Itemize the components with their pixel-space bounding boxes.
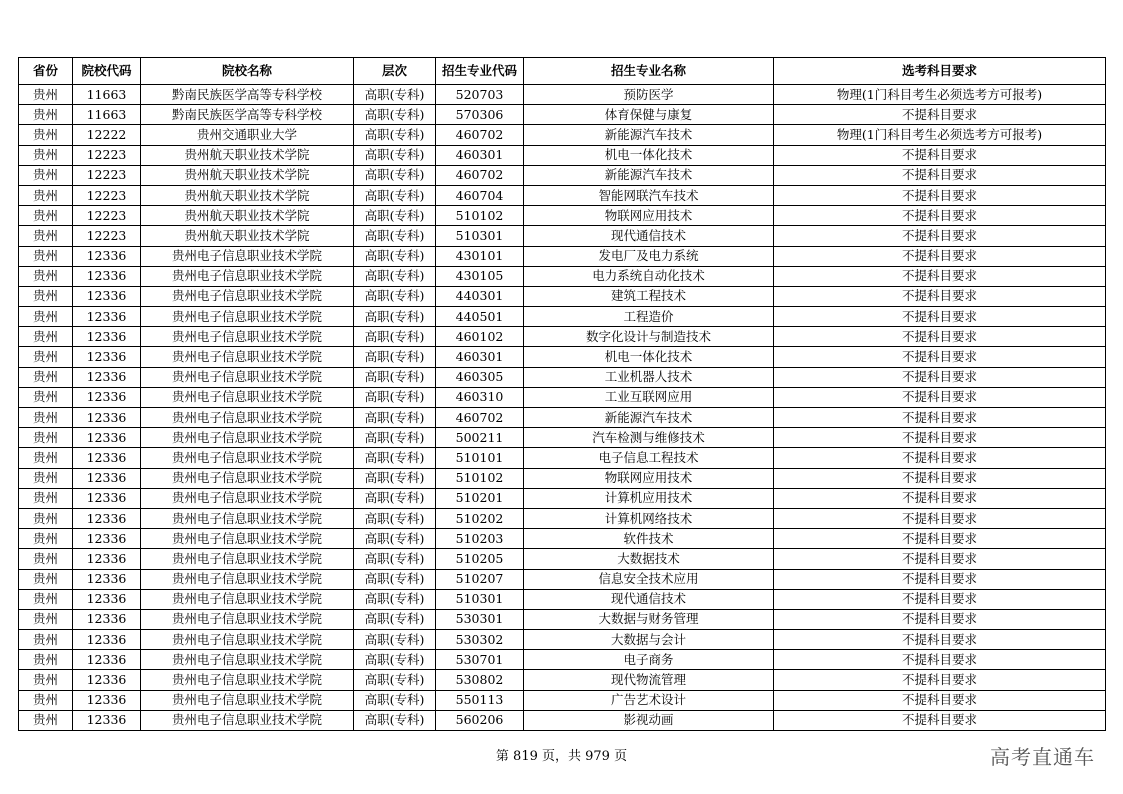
cell-major-name: 信息安全技术应用 — [524, 569, 774, 589]
cell-major-code: 460305 — [436, 367, 524, 387]
cell-subject-requirement: 不提科目要求 — [774, 105, 1106, 125]
table-row — [19, 206, 1106, 226]
cell-level: 高职(专科) — [354, 387, 436, 407]
cell-major-code: 460310 — [436, 387, 524, 407]
cell-school-name: 贵州电子信息职业技术学院 — [141, 327, 354, 347]
cell-school-name: 贵州电子信息职业技术学院 — [141, 609, 354, 629]
cell-school-name: 贵州交通职业大学 — [141, 125, 354, 145]
cell-major-code: 530802 — [436, 670, 524, 690]
cell-school-code: 12223 — [73, 226, 141, 246]
cell-school-code: 12336 — [73, 286, 141, 306]
cell-province: 贵州 — [19, 408, 73, 428]
cell-major-name: 数字化设计与制造技术 — [524, 327, 774, 347]
cell-school-name: 贵州电子信息职业技术学院 — [141, 286, 354, 306]
column-header-school-name: 院校名称 — [141, 58, 354, 85]
cell-major-name: 预防医学 — [524, 85, 774, 105]
cell-level: 高职(专科) — [354, 710, 436, 730]
cell-level: 高职(专科) — [354, 589, 436, 609]
cell-major-name: 电子信息工程技术 — [524, 448, 774, 468]
cell-province: 贵州 — [19, 347, 73, 367]
cell-major-code: 510207 — [436, 569, 524, 589]
cell-province: 贵州 — [19, 185, 73, 205]
cell-level: 高职(专科) — [354, 307, 436, 327]
cell-level: 高职(专科) — [354, 569, 436, 589]
table-row — [19, 630, 1106, 650]
cell-major-code: 460301 — [436, 347, 524, 367]
cell-school-code: 12336 — [73, 448, 141, 468]
cell-subject-requirement: 不提科目要求 — [774, 549, 1106, 569]
cell-level: 高职(专科) — [354, 105, 436, 125]
enrollment-table-container — [18, 57, 1105, 731]
cell-subject-requirement: 不提科目要求 — [774, 185, 1106, 205]
cell-province: 贵州 — [19, 307, 73, 327]
cell-major-name: 汽车检测与维修技术 — [524, 428, 774, 448]
cell-level: 高职(专科) — [354, 367, 436, 387]
table-row — [19, 105, 1106, 125]
cell-province: 贵州 — [19, 650, 73, 670]
cell-major-name: 电子商务 — [524, 650, 774, 670]
cell-subject-requirement: 不提科目要求 — [774, 468, 1106, 488]
cell-school-name: 贵州航天职业技术学院 — [141, 206, 354, 226]
cell-major-name: 计算机应用技术 — [524, 488, 774, 508]
cell-major-code: 570306 — [436, 105, 524, 125]
cell-major-code: 460102 — [436, 327, 524, 347]
cell-level: 高职(专科) — [354, 508, 436, 528]
table-row — [19, 246, 1106, 266]
cell-major-code: 530301 — [436, 609, 524, 629]
cell-school-code: 12336 — [73, 609, 141, 629]
cell-level: 高职(专科) — [354, 266, 436, 286]
table-row — [19, 468, 1106, 488]
cell-school-name: 贵州电子信息职业技术学院 — [141, 630, 354, 650]
cell-subject-requirement: 不提科目要求 — [774, 145, 1106, 165]
cell-school-code: 12336 — [73, 367, 141, 387]
table-row — [19, 125, 1106, 145]
cell-school-code: 12336 — [73, 266, 141, 286]
cell-major-name: 大数据技术 — [524, 549, 774, 569]
cell-major-name: 现代物流管理 — [524, 670, 774, 690]
cell-subject-requirement: 不提科目要求 — [774, 347, 1106, 367]
cell-school-code: 12336 — [73, 549, 141, 569]
cell-school-code: 12223 — [73, 206, 141, 226]
cell-subject-requirement: 不提科目要求 — [774, 428, 1106, 448]
cell-province: 贵州 — [19, 428, 73, 448]
cell-major-name: 影视动画 — [524, 710, 774, 730]
table-row — [19, 347, 1106, 367]
table-row — [19, 165, 1106, 185]
column-header-subject-requirement: 选考科目要求 — [774, 58, 1106, 85]
cell-level: 高职(专科) — [354, 529, 436, 549]
cell-subject-requirement: 不提科目要求 — [774, 529, 1106, 549]
cell-major-name: 电力系统自动化技术 — [524, 266, 774, 286]
enrollment-table — [18, 57, 1106, 731]
cell-school-code: 12336 — [73, 246, 141, 266]
cell-major-name: 工程造价 — [524, 307, 774, 327]
cell-subject-requirement: 不提科目要求 — [774, 448, 1106, 468]
cell-subject-requirement: 不提科目要求 — [774, 508, 1106, 528]
cell-subject-requirement: 不提科目要求 — [774, 246, 1106, 266]
cell-school-name: 贵州电子信息职业技术学院 — [141, 387, 354, 407]
cell-major-code: 440301 — [436, 286, 524, 306]
cell-province: 贵州 — [19, 387, 73, 407]
table-body — [19, 85, 1106, 731]
cell-major-code: 460704 — [436, 185, 524, 205]
cell-subject-requirement: 不提科目要求 — [774, 690, 1106, 710]
cell-major-name: 软件技术 — [524, 529, 774, 549]
table-row — [19, 529, 1106, 549]
cell-school-name: 黔南民族医学高等专科学校 — [141, 85, 354, 105]
table-row — [19, 670, 1106, 690]
cell-province: 贵州 — [19, 468, 73, 488]
cell-level: 高职(专科) — [354, 286, 436, 306]
cell-level: 高职(专科) — [354, 609, 436, 629]
cell-subject-requirement: 物理(1门科目考生必须选考方可报考) — [774, 125, 1106, 145]
cell-major-code: 500211 — [436, 428, 524, 448]
cell-province: 贵州 — [19, 710, 73, 730]
cell-major-code: 460702 — [436, 165, 524, 185]
cell-province: 贵州 — [19, 125, 73, 145]
cell-school-code: 12223 — [73, 185, 141, 205]
cell-province: 贵州 — [19, 670, 73, 690]
cell-level: 高职(专科) — [354, 165, 436, 185]
cell-level: 高职(专科) — [354, 549, 436, 569]
cell-major-name: 现代通信技术 — [524, 589, 774, 609]
cell-school-name: 贵州电子信息职业技术学院 — [141, 408, 354, 428]
cell-major-code: 510203 — [436, 529, 524, 549]
cell-school-name: 贵州电子信息职业技术学院 — [141, 367, 354, 387]
cell-major-name: 机电一体化技术 — [524, 347, 774, 367]
cell-subject-requirement: 不提科目要求 — [774, 589, 1106, 609]
cell-major-name: 建筑工程技术 — [524, 286, 774, 306]
table-row — [19, 508, 1106, 528]
cell-school-code: 12336 — [73, 327, 141, 347]
cell-school-code: 12336 — [73, 408, 141, 428]
cell-school-code: 12336 — [73, 508, 141, 528]
table-row — [19, 589, 1106, 609]
table-row — [19, 226, 1106, 246]
cell-school-code: 12223 — [73, 145, 141, 165]
cell-school-code: 12336 — [73, 690, 141, 710]
cell-level: 高职(专科) — [354, 125, 436, 145]
cell-level: 高职(专科) — [354, 206, 436, 226]
cell-major-code: 430105 — [436, 266, 524, 286]
cell-major-name: 工业机器人技术 — [524, 367, 774, 387]
cell-subject-requirement: 不提科目要求 — [774, 609, 1106, 629]
cell-major-name: 大数据与会计 — [524, 630, 774, 650]
cell-subject-requirement: 不提科目要求 — [774, 630, 1106, 650]
cell-subject-requirement: 不提科目要求 — [774, 286, 1106, 306]
table-row — [19, 650, 1106, 670]
cell-subject-requirement: 不提科目要求 — [774, 569, 1106, 589]
cell-school-name: 贵州电子信息职业技术学院 — [141, 549, 354, 569]
cell-school-name: 贵州电子信息职业技术学院 — [141, 428, 354, 448]
cell-province: 贵州 — [19, 609, 73, 629]
cell-province: 贵州 — [19, 105, 73, 125]
cell-subject-requirement: 不提科目要求 — [774, 670, 1106, 690]
cell-province: 贵州 — [19, 549, 73, 569]
cell-major-code: 510102 — [436, 468, 524, 488]
cell-school-code: 12336 — [73, 468, 141, 488]
cell-province: 贵州 — [19, 246, 73, 266]
cell-school-name: 贵州电子信息职业技术学院 — [141, 266, 354, 286]
table-row — [19, 367, 1106, 387]
table-row — [19, 307, 1106, 327]
cell-major-code: 460301 — [436, 145, 524, 165]
table-row — [19, 145, 1106, 165]
cell-province: 贵州 — [19, 85, 73, 105]
cell-school-name: 黔南民族医学高等专科学校 — [141, 105, 354, 125]
cell-level: 高职(专科) — [354, 488, 436, 508]
cell-school-code: 12336 — [73, 307, 141, 327]
cell-province: 贵州 — [19, 508, 73, 528]
table-row — [19, 428, 1106, 448]
cell-level: 高职(专科) — [354, 327, 436, 347]
table-row — [19, 266, 1106, 286]
cell-school-code: 12336 — [73, 630, 141, 650]
cell-major-code: 440501 — [436, 307, 524, 327]
cell-subject-requirement: 物理(1门科目考生必须选考方可报考) — [774, 85, 1106, 105]
cell-major-code: 510102 — [436, 206, 524, 226]
table-row — [19, 387, 1106, 407]
cell-school-name: 贵州航天职业技术学院 — [141, 145, 354, 165]
cell-province: 贵州 — [19, 327, 73, 347]
cell-school-code: 12336 — [73, 589, 141, 609]
cell-level: 高职(专科) — [354, 246, 436, 266]
cell-subject-requirement: 不提科目要求 — [774, 367, 1106, 387]
table-row — [19, 488, 1106, 508]
cell-school-code: 12336 — [73, 529, 141, 549]
cell-school-code: 12336 — [73, 347, 141, 367]
cell-school-code: 12223 — [73, 165, 141, 185]
cell-major-code: 510202 — [436, 508, 524, 528]
cell-province: 贵州 — [19, 266, 73, 286]
cell-school-name: 贵州电子信息职业技术学院 — [141, 347, 354, 367]
watermark-logo-text: 高考直通车 — [990, 745, 1095, 769]
cell-major-code: 560206 — [436, 710, 524, 730]
table-row — [19, 549, 1106, 569]
cell-school-name: 贵州电子信息职业技术学院 — [141, 710, 354, 730]
cell-school-code: 11663 — [73, 105, 141, 125]
cell-level: 高职(专科) — [354, 85, 436, 105]
cell-major-name: 大数据与财务管理 — [524, 609, 774, 629]
cell-level: 高职(专科) — [354, 145, 436, 165]
cell-major-name: 新能源汽车技术 — [524, 408, 774, 428]
cell-school-name: 贵州电子信息职业技术学院 — [141, 307, 354, 327]
cell-subject-requirement: 不提科目要求 — [774, 710, 1106, 730]
cell-province: 贵州 — [19, 226, 73, 246]
cell-major-name: 物联网应用技术 — [524, 206, 774, 226]
cell-province: 贵州 — [19, 448, 73, 468]
cell-school-code: 12336 — [73, 428, 141, 448]
table-row — [19, 710, 1106, 730]
cell-province: 贵州 — [19, 286, 73, 306]
cell-school-code: 12336 — [73, 650, 141, 670]
cell-major-name: 体育保健与康复 — [524, 105, 774, 125]
table-row — [19, 690, 1106, 710]
cell-school-code: 12336 — [73, 488, 141, 508]
cell-school-name: 贵州航天职业技术学院 — [141, 165, 354, 185]
page-number-footer: 第 819 页，共 979 页 — [495, 749, 628, 764]
cell-school-code: 12336 — [73, 670, 141, 690]
table-header-row — [19, 58, 1106, 85]
cell-province: 贵州 — [19, 488, 73, 508]
cell-school-name: 贵州电子信息职业技术学院 — [141, 670, 354, 690]
cell-major-code: 550113 — [436, 690, 524, 710]
cell-level: 高职(专科) — [354, 670, 436, 690]
table-row — [19, 448, 1106, 468]
table-row — [19, 286, 1106, 306]
cell-level: 高职(专科) — [354, 408, 436, 428]
cell-school-name: 贵州电子信息职业技术学院 — [141, 468, 354, 488]
cell-school-name: 贵州电子信息职业技术学院 — [141, 246, 354, 266]
cell-major-code: 510301 — [436, 589, 524, 609]
cell-major-name: 现代通信技术 — [524, 226, 774, 246]
cell-major-code: 460702 — [436, 125, 524, 145]
column-header-school-code: 院校代码 — [73, 58, 141, 85]
table-row — [19, 327, 1106, 347]
cell-school-name: 贵州电子信息职业技术学院 — [141, 650, 354, 670]
cell-major-code: 510301 — [436, 226, 524, 246]
cell-level: 高职(专科) — [354, 226, 436, 246]
cell-subject-requirement: 不提科目要求 — [774, 165, 1106, 185]
cell-school-name: 贵州电子信息职业技术学院 — [141, 569, 354, 589]
cell-level: 高职(专科) — [354, 428, 436, 448]
table-row — [19, 85, 1106, 105]
cell-province: 贵州 — [19, 589, 73, 609]
cell-province: 贵州 — [19, 145, 73, 165]
cell-school-name: 贵州电子信息职业技术学院 — [141, 508, 354, 528]
cell-level: 高职(专科) — [354, 630, 436, 650]
table-row — [19, 609, 1106, 629]
cell-major-code: 460702 — [436, 408, 524, 428]
cell-level: 高职(专科) — [354, 185, 436, 205]
cell-school-name: 贵州电子信息职业技术学院 — [141, 589, 354, 609]
cell-major-code: 510201 — [436, 488, 524, 508]
cell-major-name: 机电一体化技术 — [524, 145, 774, 165]
cell-subject-requirement: 不提科目要求 — [774, 488, 1106, 508]
cell-level: 高职(专科) — [354, 690, 436, 710]
cell-major-name: 物联网应用技术 — [524, 468, 774, 488]
cell-major-code: 530302 — [436, 630, 524, 650]
cell-province: 贵州 — [19, 529, 73, 549]
cell-major-name: 计算机网络技术 — [524, 508, 774, 528]
cell-province: 贵州 — [19, 206, 73, 226]
cell-school-name: 贵州航天职业技术学院 — [141, 226, 354, 246]
table-row — [19, 569, 1106, 589]
cell-school-code: 12336 — [73, 710, 141, 730]
cell-major-code: 510205 — [436, 549, 524, 569]
cell-major-code: 510101 — [436, 448, 524, 468]
cell-major-name: 发电厂及电力系统 — [524, 246, 774, 266]
cell-school-code: 12336 — [73, 569, 141, 589]
cell-major-name: 工业互联网应用 — [524, 387, 774, 407]
table-row — [19, 408, 1106, 428]
cell-major-code: 530701 — [436, 650, 524, 670]
cell-subject-requirement: 不提科目要求 — [774, 327, 1106, 347]
cell-major-name: 广告艺术设计 — [524, 690, 774, 710]
cell-subject-requirement: 不提科目要求 — [774, 266, 1106, 286]
cell-major-code: 520703 — [436, 85, 524, 105]
cell-province: 贵州 — [19, 367, 73, 387]
column-header-major-code: 招生专业代码 — [436, 58, 524, 85]
cell-subject-requirement: 不提科目要求 — [774, 206, 1106, 226]
cell-school-name: 贵州电子信息职业技术学院 — [141, 529, 354, 549]
cell-major-code: 430101 — [436, 246, 524, 266]
cell-school-name: 贵州航天职业技术学院 — [141, 185, 354, 205]
table-row — [19, 185, 1106, 205]
column-header-province: 省份 — [19, 58, 73, 85]
cell-level: 高职(专科) — [354, 347, 436, 367]
cell-subject-requirement: 不提科目要求 — [774, 307, 1106, 327]
cell-province: 贵州 — [19, 165, 73, 185]
cell-level: 高职(专科) — [354, 468, 436, 488]
cell-subject-requirement: 不提科目要求 — [774, 226, 1106, 246]
column-header-major-name: 招生专业名称 — [524, 58, 774, 85]
cell-major-name: 智能网联汽车技术 — [524, 185, 774, 205]
cell-school-code: 12222 — [73, 125, 141, 145]
cell-level: 高职(专科) — [354, 650, 436, 670]
cell-school-code: 12336 — [73, 387, 141, 407]
cell-subject-requirement: 不提科目要求 — [774, 408, 1106, 428]
cell-major-name: 新能源汽车技术 — [524, 165, 774, 185]
cell-school-name: 贵州电子信息职业技术学院 — [141, 488, 354, 508]
column-header-level: 层次 — [354, 58, 436, 85]
cell-province: 贵州 — [19, 630, 73, 650]
cell-province: 贵州 — [19, 690, 73, 710]
cell-province: 贵州 — [19, 569, 73, 589]
cell-school-name: 贵州电子信息职业技术学院 — [141, 690, 354, 710]
cell-subject-requirement: 不提科目要求 — [774, 650, 1106, 670]
cell-school-code: 11663 — [73, 85, 141, 105]
cell-level: 高职(专科) — [354, 448, 436, 468]
cell-school-name: 贵州电子信息职业技术学院 — [141, 448, 354, 468]
cell-major-name: 新能源汽车技术 — [524, 125, 774, 145]
cell-subject-requirement: 不提科目要求 — [774, 387, 1106, 407]
